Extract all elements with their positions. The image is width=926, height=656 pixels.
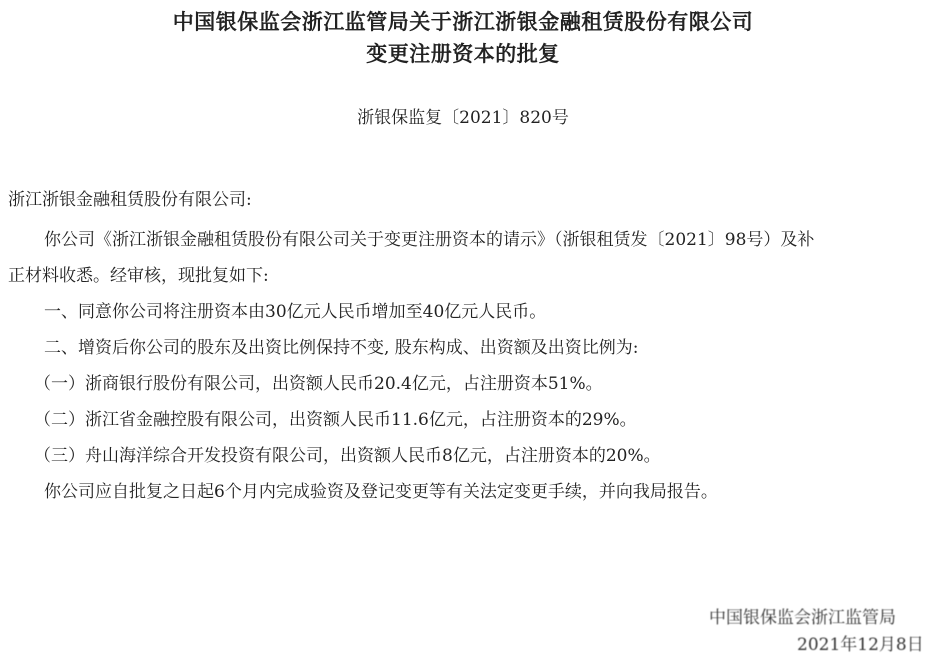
approval-item-2: 二、增资后你公司的股东及出资比例保持不变, 股东构成、出资额及出资比例为: [44,338,639,358]
paragraph-1-line-1: 你公司《浙江浙银金融租赁股份有限公司关于变更注册资本的请示》（浙银租赁发〔2021〕98号）及补 [44,230,815,250]
closing-paragraph: 你公司应自批复之日起6个月内完成验资及登记变更等有关法定变更手续，并向我局报告。 [44,482,718,502]
signature-organization: 中国银保监会浙江监管局 [709,608,896,628]
shareholder-item-1: （一）浙商银行股份有限公司，出资额人民币20.4亿元，占注册资本51%。 [34,374,603,394]
paragraph-1-line-2: 正材料收悉。经审核，现批复如下: [8,266,269,286]
addressee: 浙江浙银金融租赁股份有限公司: [8,190,252,210]
document-number: 浙银保监复〔2021〕820号 [357,108,569,128]
signature-date: 2021年12月8日 [797,635,924,655]
document-title-line2: 变更注册资本的批复 [366,42,560,66]
shareholder-item-3: （三）舟山海洋综合开发投资有限公司，出资额人民币8亿元，占注册资本的20%。 [34,446,661,466]
shareholder-item-2: （二）浙江省金融控股有限公司，出资额人民币11.6亿元，占注册资本的29%。 [34,410,637,430]
approval-item-1: 一、同意你公司将注册资本由30亿元人民币增加至40亿元人民币。 [44,302,547,322]
document-title-line1: 中国银保监会浙江监管局关于浙江浙银金融租赁股份有限公司 [172,10,754,34]
